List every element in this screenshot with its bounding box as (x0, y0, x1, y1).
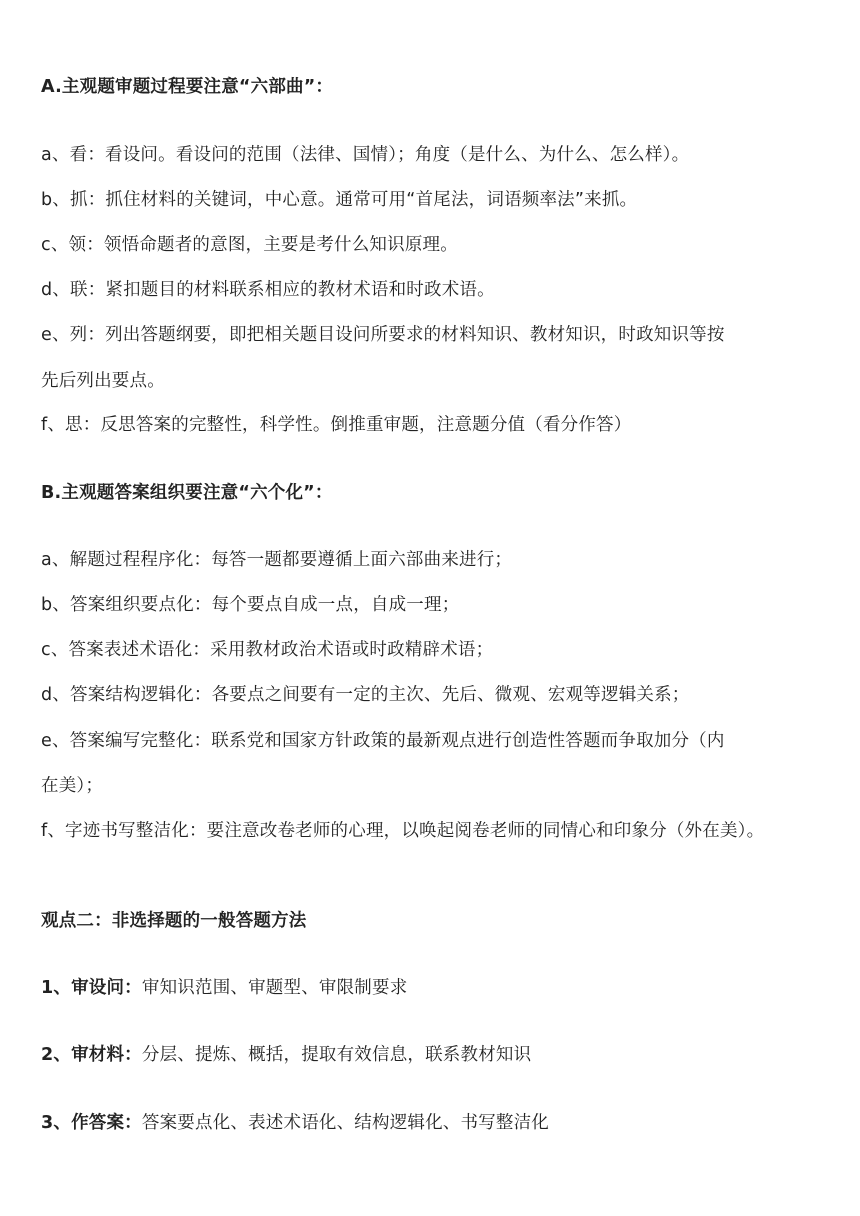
section-b-item-d: d、答案结构逻辑化：各要点之间要有一定的主次、先后、微观、宏观等逻辑关系； (41, 685, 690, 705)
section-a-item-b: b、抓：抓住材料的关键词，中心意。通常可用“首尾法，词语频率法”来抓。 (41, 190, 638, 210)
section-a-item-e: e、列：列出答题纲要，即把相关题目设问所要求的材料知识、教材知识，时政知识等按 (41, 325, 725, 345)
section-b-item-f: f、字迹书写整洁化：要注意改卷老师的心理，以唤起阅卷老师的同情心和印象分（外在美）。 (41, 821, 765, 841)
section-c-heading: 观点二：非选择题的一般答题方法 (41, 911, 307, 931)
section-b-item-e-continued: 在美）； (41, 776, 104, 796)
section-a-heading: A.主观题审题过程要注意“六部曲”： (41, 77, 334, 97)
step-1-label: 1、审设问： (41, 978, 142, 998)
section-a-item-d: d、联：紧扣题目的材料联系相应的教材术语和时政术语。 (41, 280, 495, 300)
step-1 (41, 976, 407, 1000)
step-1-text: 审知识范围、审题型、审限制要求 (141, 978, 408, 998)
section-b-item-a: a、解题过程程序化：每答一题都要遵循上面六部曲来进行； (41, 550, 513, 570)
section-a-item-e-continued: 先后列出要点。 (41, 371, 165, 391)
section-b-item-c: c、答案表述术语化：采用教材政治术语或时政精辟术语； (41, 640, 494, 660)
section-a-item-f: f、思：反思答案的完整性，科学性。倒推重审题，注意题分值（看分作答） (41, 415, 632, 435)
step-2-label: 2、审材料： (41, 1045, 142, 1065)
section-b-item-e: e、答案编写完整化：联系党和国家方针政策的最新观点进行创造性答题而争取加分（内 (41, 731, 725, 751)
step-2-text: 分层、提炼、概括，提取有效信息，联系教材知识 (141, 1045, 532, 1065)
section-b-heading: B.主观题答案组织要注意“六个化”： (41, 483, 333, 503)
section-a-item-a: a、看：看设问。看设问的范围（法律、国情）；角度（是什么、为什么、怎么样）。 (41, 145, 690, 165)
step-3-label: 3、作答案： (41, 1113, 142, 1133)
step-3-text: 答案要点化、表述术语化、结构逻辑化、书写整洁化 (141, 1113, 549, 1133)
step-3 (41, 1111, 549, 1135)
section-b-item-b: b、答案组织要点化：每个要点自成一点，自成一理； (41, 595, 460, 615)
step-2 (41, 1043, 531, 1067)
section-a-item-c: c、领：领悟命题者的意图，主要是考什么知识原理。 (41, 235, 458, 255)
